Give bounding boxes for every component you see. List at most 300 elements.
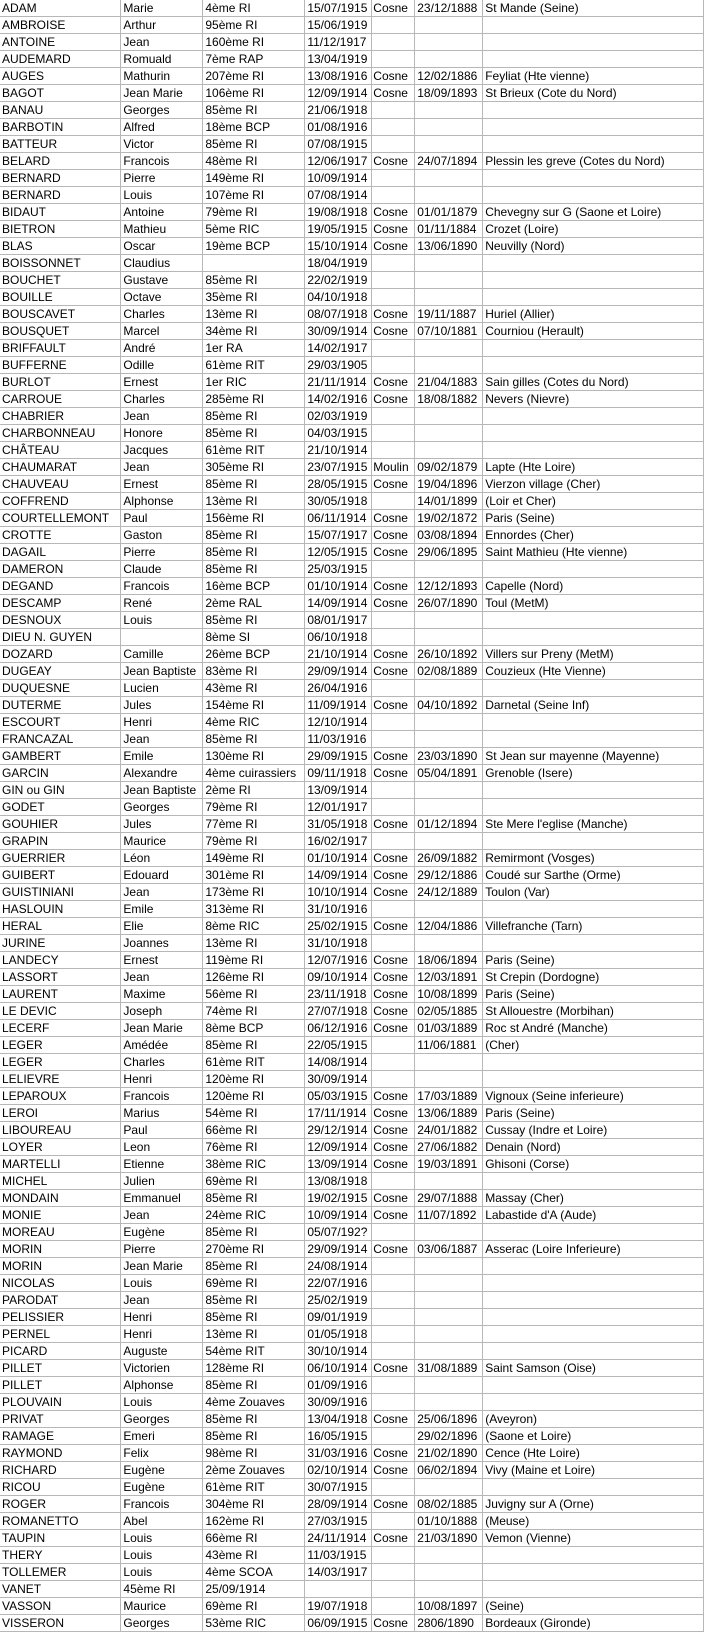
birth-date-cell[interactable]: 01/11/1884 [415,221,483,238]
birthplace-cell[interactable] [483,612,704,629]
first-name-cell[interactable]: Alexandre [121,765,203,782]
town-cell[interactable] [372,901,415,918]
surname-cell[interactable]: DAGAIL [0,544,121,561]
death-date-cell[interactable]: 18/04/1919 [305,255,372,272]
birthplace-cell[interactable]: Villers sur Preny (MetM) [483,646,704,663]
surname-cell[interactable]: FRANCAZAL [0,731,121,748]
regiment-cell[interactable]: 77ème RI [203,816,305,833]
first-name-cell[interactable]: Henri [121,1071,203,1088]
death-date-cell[interactable]: 22/05/1915 [305,1037,372,1054]
surname-cell[interactable]: DUTERME [0,697,121,714]
regiment-cell[interactable]: 79ème RI [203,204,305,221]
surname-cell[interactable]: BIETRON [0,221,121,238]
town-cell[interactable]: Cosne [372,1615,415,1632]
town-cell[interactable]: Cosne [372,1088,415,1105]
first-name-cell[interactable]: Jean Marie [121,1258,203,1275]
surname-cell[interactable]: TAUPIN [0,1530,121,1547]
surname-cell[interactable]: AUDEMARD [0,51,121,68]
birthplace-cell[interactable]: Massay (Cher) [483,1190,704,1207]
birthplace-cell[interactable] [483,935,704,952]
first-name-cell[interactable]: Francois [121,1496,203,1513]
birth-date-cell[interactable] [415,1547,483,1564]
town-cell[interactable]: Cosne [372,204,415,221]
regiment-cell[interactable]: 13ème RI [203,306,305,323]
death-date-cell[interactable]: 28/09/1914 [305,1496,372,1513]
first-name-cell[interactable]: Jean [121,34,203,51]
first-name-cell[interactable]: Louis [121,1547,203,1564]
birth-date-cell[interactable]: 21/02/1890 [415,1445,483,1462]
regiment-cell[interactable]: 85ème RI [203,1258,305,1275]
death-date-cell[interactable]: 29/09/1914 [305,1241,372,1258]
birth-date-cell[interactable]: 17/03/1889 [415,1088,483,1105]
birthplace-cell[interactable]: Toul (MetM) [483,595,704,612]
birthplace-cell[interactable]: Lapte (Hte Loire) [483,459,704,476]
birthplace-cell[interactable]: Asserac (Loire Inferieure) [483,1241,704,1258]
first-name-cell[interactable]: Victor [121,136,203,153]
regiment-cell[interactable]: 85ème RI [203,408,305,425]
birthplace-cell[interactable]: St Jean sur mayenne (Mayenne) [483,748,704,765]
town-cell[interactable]: Cosne [372,1496,415,1513]
birthplace-cell[interactable] [483,1173,704,1190]
death-date-cell[interactable]: 06/10/1918 [305,629,372,646]
regiment-cell[interactable]: 85ème RI [203,1037,305,1054]
birthplace-cell[interactable] [483,102,704,119]
first-name-cell[interactable]: Louis [121,1564,203,1581]
birthplace-cell[interactable] [483,1479,704,1496]
regiment-cell[interactable]: 61ème RIT [203,1479,305,1496]
regiment-cell[interactable]: 128ème RI [203,1360,305,1377]
birthplace-cell[interactable]: Paris (Seine) [483,952,704,969]
birth-date-cell[interactable] [415,731,483,748]
regiment-cell[interactable]: 13ème RI [203,493,305,510]
death-date-cell[interactable]: 30/09/1914 [305,1071,372,1088]
death-date-cell[interactable]: 13/09/1914 [305,1156,372,1173]
death-date-cell[interactable]: 26/04/1916 [305,680,372,697]
town-cell[interactable]: Cosne [372,323,415,340]
surname-cell[interactable]: MORIN [0,1258,121,1275]
birthplace-cell[interactable] [483,1054,704,1071]
death-date-cell[interactable]: 14/03/1917 [305,1564,372,1581]
birth-date-cell[interactable] [415,1258,483,1275]
first-name-cell[interactable]: Jean [121,969,203,986]
surname-cell[interactable]: BIDAUT [0,204,121,221]
first-name-cell[interactable]: Paul [121,510,203,527]
regiment-cell[interactable]: 83ème RI [203,663,305,680]
regiment-cell[interactable]: 26ème BCP [203,646,305,663]
town-cell[interactable] [372,1275,415,1292]
regiment-cell[interactable]: 120ème RI [203,1088,305,1105]
first-name-cell[interactable]: Ernest [121,476,203,493]
death-date-cell[interactable]: 12/05/1915 [305,544,372,561]
death-date-cell[interactable]: 31/05/1918 [305,816,372,833]
birthplace-cell[interactable] [483,357,704,374]
birth-date-cell[interactable]: 26/07/1890 [415,595,483,612]
regiment-cell[interactable]: 301ème RI [203,867,305,884]
birthplace-cell[interactable]: Bordeaux (Gironde) [483,1615,704,1632]
first-name-cell[interactable]: Maurice [121,1598,203,1615]
birthplace-cell[interactable] [483,408,704,425]
first-name-cell[interactable]: René [121,595,203,612]
birth-date-cell[interactable] [415,102,483,119]
surname-cell[interactable]: COFFREND [0,493,121,510]
death-date-cell[interactable]: 13/04/1918 [305,1411,372,1428]
death-date-cell[interactable]: 15/07/1917 [305,527,372,544]
regiment-cell[interactable]: 85ème RI [203,1377,305,1394]
birthplace-cell[interactable]: Paris (Seine) [483,986,704,1003]
town-cell[interactable]: Cosne [372,918,415,935]
birth-date-cell[interactable]: 08/02/1885 [415,1496,483,1513]
death-date-cell[interactable]: 12/10/1914 [305,714,372,731]
regiment-cell[interactable]: 305ème RI [203,459,305,476]
birthplace-cell[interactable] [483,1581,704,1598]
first-name-cell[interactable]: Amédée [121,1037,203,1054]
town-cell[interactable]: Cosne [372,1411,415,1428]
birth-date-cell[interactable] [415,629,483,646]
town-cell[interactable] [372,357,415,374]
town-cell[interactable] [372,1326,415,1343]
birth-date-cell[interactable]: 02/08/1889 [415,663,483,680]
birth-date-cell[interactable]: 31/08/1889 [415,1360,483,1377]
regiment-cell[interactable]: 85ème RI [203,1292,305,1309]
first-name-cell[interactable]: Victorien [121,1360,203,1377]
birth-date-cell[interactable]: 14/01/1899 [415,493,483,510]
town-cell[interactable]: Cosne [372,969,415,986]
town-cell[interactable] [372,1292,415,1309]
birth-date-cell[interactable] [415,1394,483,1411]
death-date-cell[interactable]: 30/09/1914 [305,323,372,340]
birth-date-cell[interactable] [415,935,483,952]
birthplace-cell[interactable]: (Saone et Loire) [483,1428,704,1445]
birthplace-cell[interactable] [483,561,704,578]
first-name-cell[interactable]: Alphonse [121,493,203,510]
surname-cell[interactable]: AMBROISE [0,17,121,34]
surname-cell[interactable]: RICOU [0,1479,121,1496]
surname-cell[interactable]: BOUCHET [0,272,121,289]
death-date-cell[interactable]: 28/05/1915 [305,476,372,493]
town-cell[interactable] [372,493,415,510]
surname-cell[interactable]: NICOLAS [0,1275,121,1292]
surname-cell[interactable]: TOLLEMER [0,1564,121,1581]
birth-date-cell[interactable]: 27/06/1882 [415,1139,483,1156]
first-name-cell[interactable]: Léon [121,850,203,867]
birth-date-cell[interactable] [415,561,483,578]
regiment-cell[interactable]: 61ème RIT [203,442,305,459]
town-cell[interactable] [372,1479,415,1496]
death-date-cell[interactable] [305,1581,372,1598]
surname-cell[interactable]: MOREAU [0,1224,121,1241]
birthplace-cell[interactable]: Saint Mathieu (Hte vienne) [483,544,704,561]
birthplace-cell[interactable]: Villefranche (Tarn) [483,918,704,935]
birth-date-cell[interactable] [415,340,483,357]
first-name-cell[interactable]: Antoine [121,204,203,221]
first-name-cell[interactable]: Charles [121,306,203,323]
town-cell[interactable]: Cosne [372,1139,415,1156]
birthplace-cell[interactable] [483,833,704,850]
birth-date-cell[interactable]: 25/06/1896 [415,1411,483,1428]
town-cell[interactable]: Cosne [372,1445,415,1462]
death-date-cell[interactable]: 06/09/1915 [305,1615,372,1632]
birth-date-cell[interactable]: 21/03/1890 [415,1530,483,1547]
town-cell[interactable] [372,170,415,187]
death-date-cell[interactable]: 27/03/1915 [305,1513,372,1530]
first-name-cell[interactable]: Elie [121,918,203,935]
surname-cell[interactable]: BELARD [0,153,121,170]
town-cell[interactable]: Cosne [372,85,415,102]
surname-cell[interactable]: PILLET [0,1360,121,1377]
town-cell[interactable] [372,289,415,306]
town-cell[interactable] [372,255,415,272]
surname-cell[interactable]: LELIEVRE [0,1071,121,1088]
birthplace-cell[interactable]: Saint Samson (Oise) [483,1360,704,1377]
death-date-cell[interactable]: 13/04/1919 [305,51,372,68]
death-date-cell[interactable]: 14/09/1914 [305,867,372,884]
regiment-cell[interactable]: 24ème RIC [203,1207,305,1224]
birthplace-cell[interactable] [483,51,704,68]
surname-cell[interactable]: BURLOT [0,374,121,391]
regiment-cell[interactable]: 85ème RI [203,731,305,748]
regiment-cell[interactable]: 162ème RI [203,1513,305,1530]
death-date-cell[interactable]: 12/09/1914 [305,85,372,102]
first-name-cell[interactable]: Jules [121,697,203,714]
regiment-cell[interactable]: 56ème RI [203,986,305,1003]
regiment-cell[interactable]: 54ème RIT [203,1343,305,1360]
death-date-cell[interactable]: 15/06/1919 [305,17,372,34]
first-name-cell[interactable]: Lucien [121,680,203,697]
regiment-cell[interactable]: 149ème RI [203,850,305,867]
birth-date-cell[interactable]: 23/03/1890 [415,748,483,765]
birthplace-cell[interactable]: Paris (Seine) [483,1105,704,1122]
regiment-cell[interactable]: 85ème RI [203,544,305,561]
death-date-cell[interactable]: 30/10/1914 [305,1343,372,1360]
birth-date-cell[interactable]: 07/10/1881 [415,323,483,340]
birthplace-cell[interactable]: Capelle (Nord) [483,578,704,595]
death-date-cell[interactable]: 24/11/1914 [305,1530,372,1547]
death-date-cell[interactable]: 12/01/1917 [305,799,372,816]
town-cell[interactable] [372,782,415,799]
birthplace-cell[interactable]: (Cher) [483,1037,704,1054]
surname-cell[interactable]: GOUHIER [0,816,121,833]
regiment-cell[interactable]: 149ème RI [203,170,305,187]
birth-date-cell[interactable]: 06/02/1894 [415,1462,483,1479]
town-cell[interactable]: Moulin [372,459,415,476]
surname-cell[interactable]: BRIFFAULT [0,340,121,357]
regiment-cell[interactable]: 119ème RI [203,952,305,969]
birthplace-cell[interactable] [483,1377,704,1394]
birthplace-cell[interactable] [483,1071,704,1088]
death-date-cell[interactable]: 09/11/1918 [305,765,372,782]
town-cell[interactable]: Cosne [372,1530,415,1547]
birth-date-cell[interactable] [415,1343,483,1360]
surname-cell[interactable]: ROMANETTO [0,1513,121,1530]
death-date-cell[interactable]: 11/09/1914 [305,697,372,714]
birthplace-cell[interactable]: (Loir et Cher) [483,493,704,510]
birth-date-cell[interactable]: 29/07/1888 [415,1190,483,1207]
first-name-cell[interactable]: Marcel [121,323,203,340]
regiment-cell[interactable]: 107ème RI [203,187,305,204]
birth-date-cell[interactable] [415,680,483,697]
death-date-cell[interactable]: 12/09/1914 [305,1139,372,1156]
death-date-cell[interactable]: 19/02/1915 [305,1190,372,1207]
birthplace-cell[interactable] [483,1258,704,1275]
death-date-cell[interactable]: 30/05/1918 [305,493,372,510]
birth-date-cell[interactable]: 24/01/1882 [415,1122,483,1139]
surname-cell[interactable]: BERNARD [0,187,121,204]
first-name-cell[interactable]: Joseph [121,1003,203,1020]
birth-date-cell[interactable]: 18/08/1882 [415,391,483,408]
town-cell[interactable]: Cosne [372,1020,415,1037]
death-date-cell[interactable]: 12/07/1916 [305,952,372,969]
birth-date-cell[interactable]: 03/08/1894 [415,527,483,544]
regiment-cell[interactable]: 2ème RAL [203,595,305,612]
surname-cell[interactable]: GAMBERT [0,748,121,765]
surname-cell[interactable]: PLOUVAIN [0,1394,121,1411]
regiment-cell[interactable]: 69ème RI [203,1598,305,1615]
regiment-cell[interactable]: 34ème RI [203,323,305,340]
birthplace-cell[interactable] [483,1309,704,1326]
birth-date-cell[interactable] [415,1326,483,1343]
death-date-cell[interactable]: 01/08/1916 [305,119,372,136]
first-name-cell[interactable]: Claude [121,561,203,578]
town-cell[interactable]: Cosne [372,765,415,782]
death-date-cell[interactable]: 11/12/1917 [305,34,372,51]
birth-date-cell[interactable]: 10/08/1897 [415,1598,483,1615]
death-date-cell[interactable]: 13/09/1914 [305,782,372,799]
first-name-cell[interactable]: Eugène [121,1462,203,1479]
surname-cell[interactable]: PRIVAT [0,1411,121,1428]
first-name-cell[interactable]: Leon [121,1139,203,1156]
birthplace-cell[interactable] [483,714,704,731]
surname-cell[interactable]: PERNEL [0,1326,121,1343]
birth-date-cell[interactable]: 26/09/1882 [415,850,483,867]
surname-cell[interactable]: GODET [0,799,121,816]
birthplace-cell[interactable] [483,680,704,697]
surname-cell[interactable]: GRAPIN [0,833,121,850]
surname-cell[interactable]: BOUILLE [0,289,121,306]
birth-date-cell[interactable] [415,357,483,374]
death-date-cell[interactable]: 31/10/1916 [305,901,372,918]
birth-date-cell[interactable] [415,187,483,204]
town-cell[interactable]: Cosne [372,476,415,493]
surname-cell[interactable]: LEGER [0,1037,121,1054]
surname-cell[interactable]: BANAU [0,102,121,119]
surname-cell[interactable]: BOUSQUET [0,323,121,340]
birth-date-cell[interactable]: 01/01/1879 [415,204,483,221]
birthplace-cell[interactable] [483,289,704,306]
birthplace-cell[interactable]: (Aveyron) [483,1411,704,1428]
regiment-cell[interactable]: 8ème RIC [203,918,305,935]
surname-cell[interactable]: LANDECY [0,952,121,969]
town-cell[interactable]: Cosne [372,697,415,714]
first-name-cell[interactable]: 45ème RI [121,1581,203,1598]
first-name-cell[interactable]: Maurice [121,833,203,850]
birthplace-cell[interactable]: Vemon (Vienne) [483,1530,704,1547]
first-name-cell[interactable]: Abel [121,1513,203,1530]
birth-date-cell[interactable] [415,1309,483,1326]
birthplace-cell[interactable] [483,1547,704,1564]
regiment-cell[interactable]: 85ème RI [203,1224,305,1241]
birthplace-cell[interactable] [483,731,704,748]
town-cell[interactable] [372,731,415,748]
surname-cell[interactable]: ROGER [0,1496,121,1513]
regiment-cell[interactable]: 304ème RI [203,1496,305,1513]
surname-cell[interactable]: DUGEAY [0,663,121,680]
death-date-cell[interactable]: 29/09/1914 [305,663,372,680]
death-date-cell[interactable]: 30/07/1915 [305,1479,372,1496]
town-cell[interactable]: Cosne [372,816,415,833]
first-name-cell[interactable]: Louis [121,187,203,204]
regiment-cell[interactable]: 5ème RIC [203,221,305,238]
town-cell[interactable]: Cosne [372,595,415,612]
surname-cell[interactable]: PELISSIER [0,1309,121,1326]
birth-date-cell[interactable]: 01/10/1888 [415,1513,483,1530]
surname-cell[interactable]: LE DEVIC [0,1003,121,1020]
town-cell[interactable] [372,1037,415,1054]
birth-date-cell[interactable]: 04/10/1892 [415,697,483,714]
town-cell[interactable]: Cosne [372,578,415,595]
death-date-cell[interactable]: 29/09/1915 [305,748,372,765]
birth-date-cell[interactable] [415,425,483,442]
death-date-cell[interactable]: 22/07/1916 [305,1275,372,1292]
death-date-cell[interactable]: 13/08/1916 [305,68,372,85]
birthplace-cell[interactable] [483,1275,704,1292]
birth-date-cell[interactable]: 12/03/1891 [415,969,483,986]
first-name-cell[interactable]: Jean [121,408,203,425]
death-date-cell[interactable]: 19/07/1918 [305,1598,372,1615]
regiment-cell[interactable]: 85ème RI [203,272,305,289]
birthplace-cell[interactable]: Huriel (Allier) [483,306,704,323]
surname-cell[interactable]: BOISSONNET [0,255,121,272]
surname-cell[interactable]: AUGES [0,68,121,85]
regiment-cell[interactable]: 95ème RI [203,17,305,34]
town-cell[interactable] [372,799,415,816]
birth-date-cell[interactable] [415,1275,483,1292]
town-cell[interactable] [372,714,415,731]
death-date-cell[interactable]: 07/08/1914 [305,187,372,204]
town-cell[interactable] [372,408,415,425]
birthplace-cell[interactable]: Roc st André (Manche) [483,1020,704,1037]
death-date-cell[interactable]: 10/09/1914 [305,170,372,187]
birthplace-cell[interactable]: Labastide d'A (Aude) [483,1207,704,1224]
death-date-cell[interactable]: 29/03/1905 [305,357,372,374]
regiment-cell[interactable]: 154ème RI [203,697,305,714]
town-cell[interactable]: Cosne [372,68,415,85]
first-name-cell[interactable]: Francois [121,1088,203,1105]
first-name-cell[interactable]: Georges [121,1411,203,1428]
regiment-cell[interactable]: 4ème cuirassiers [203,765,305,782]
birth-date-cell[interactable]: 12/02/1886 [415,68,483,85]
death-date-cell[interactable]: 11/03/1916 [305,731,372,748]
first-name-cell[interactable]: Gaston [121,527,203,544]
surname-cell[interactable]: RAMAGE [0,1428,121,1445]
surname-cell[interactable]: BAGOT [0,85,121,102]
death-date-cell[interactable]: 01/09/1916 [305,1377,372,1394]
first-name-cell[interactable]: Henri [121,714,203,731]
birth-date-cell[interactable] [415,1224,483,1241]
first-name-cell[interactable]: Mathieu [121,221,203,238]
town-cell[interactable] [372,680,415,697]
first-name-cell[interactable]: Claudius [121,255,203,272]
birthplace-cell[interactable] [483,1224,704,1241]
death-date-cell[interactable]: 29/12/1914 [305,1122,372,1139]
birthplace-cell[interactable]: Couzieux (Hte Vienne) [483,663,704,680]
death-date-cell[interactable]: 21/10/1914 [305,646,372,663]
birthplace-cell[interactable]: St Crepin (Dordogne) [483,969,704,986]
first-name-cell[interactable]: Julien [121,1173,203,1190]
birth-date-cell[interactable] [415,442,483,459]
death-date-cell[interactable]: 13/08/1918 [305,1173,372,1190]
surname-cell[interactable]: RAYMOND [0,1445,121,1462]
surname-cell[interactable]: CHAUMARAT [0,459,121,476]
